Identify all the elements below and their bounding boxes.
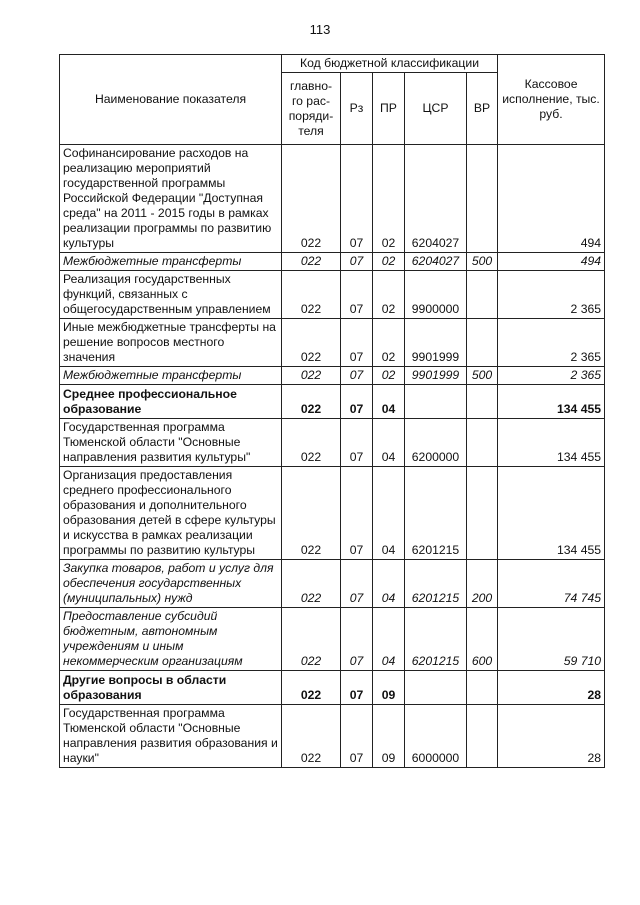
cell-name: Иные межбюджетные трансферты на решение вопросов местного значения: [60, 319, 282, 367]
cell-csr: 9901999: [405, 367, 467, 385]
cell-csr: [405, 671, 467, 705]
cell-name: Государственная программа Тюменской области "Основные направления развития культуры": [60, 419, 282, 467]
cell-rz: 07: [341, 271, 373, 319]
cell-pr: 04: [373, 560, 405, 608]
table-row: [60, 253, 605, 271]
header-csr: ЦСР: [405, 73, 467, 145]
cell-csr: [405, 385, 467, 419]
cell-glavn: 022: [282, 419, 341, 467]
cell-rz: 07: [341, 319, 373, 367]
cell-amount: 74 745: [498, 560, 605, 608]
header-pr: ПР: [373, 73, 405, 145]
cell-name: Межбюджетные трансферты: [60, 367, 282, 385]
table-row: [60, 271, 605, 319]
cell-amount: 134 455: [498, 467, 605, 560]
header-vr: ВР: [467, 73, 498, 145]
cell-amount: 2 365: [498, 367, 605, 385]
cell-amount: 28: [498, 705, 605, 768]
cell-pr: 02: [373, 253, 405, 271]
cell-glavn: 022: [282, 367, 341, 385]
cell-vr: [467, 671, 498, 705]
cell-rz: 07: [341, 560, 373, 608]
cell-vr: 600: [467, 608, 498, 671]
cell-pr: 04: [373, 419, 405, 467]
cell-vr: [467, 467, 498, 560]
cell-vr: [467, 145, 498, 253]
cell-pr: 02: [373, 319, 405, 367]
cell-rz: 07: [341, 705, 373, 768]
cell-rz: 07: [341, 367, 373, 385]
cell-csr: 9900000: [405, 271, 467, 319]
cell-vr: [467, 419, 498, 467]
cell-vr: [467, 319, 498, 367]
cell-name: Государственная программа Тюменской области "Основные направления развития образования и науки": [60, 705, 282, 768]
cell-name: Среднее профессиональное образование: [60, 385, 282, 419]
cell-csr: 6000000: [405, 705, 467, 768]
table-row: [60, 367, 605, 385]
cell-vr: 500: [467, 253, 498, 271]
cell-amount: 494: [498, 253, 605, 271]
cell-csr: 6204027: [405, 253, 467, 271]
table-row: [60, 608, 605, 671]
cell-glavn: 022: [282, 319, 341, 367]
table-row: [60, 385, 605, 419]
page-number: 113: [309, 22, 331, 37]
table-row: [60, 705, 605, 768]
cell-csr: 6201215: [405, 467, 467, 560]
cell-pr: 02: [373, 145, 405, 253]
cell-glavn: 022: [282, 385, 341, 419]
table-row: [60, 419, 605, 467]
cell-rz: 07: [341, 419, 373, 467]
cell-pr: 04: [373, 385, 405, 419]
header-rz: Рз: [341, 73, 373, 145]
cell-csr: 6201215: [405, 560, 467, 608]
cell-amount: 134 455: [498, 419, 605, 467]
cell-pr: 02: [373, 367, 405, 385]
cell-amount: 2 365: [498, 271, 605, 319]
cell-name: Межбюджетные трансферты: [60, 253, 282, 271]
cell-pr: 02: [373, 271, 405, 319]
cell-glavn: 022: [282, 467, 341, 560]
header-amount: Кассовое исполнение, тыс. руб.: [498, 55, 605, 145]
table-row: [60, 145, 605, 253]
cell-name: Софинансирование расходов на реализацию мероприятий государственной программы Российской Федерации "Доступная среда" на 2011 - 2015 годы в рамках реализации программы по развитию культуры: [60, 145, 282, 253]
cell-csr: 6204027: [405, 145, 467, 253]
cell-vr: 500: [467, 367, 498, 385]
cell-amount: 2 365: [498, 319, 605, 367]
cell-csr: 6200000: [405, 419, 467, 467]
cell-glavn: 022: [282, 271, 341, 319]
table-body: [60, 145, 605, 768]
cell-rz: 07: [341, 608, 373, 671]
cell-rz: 07: [341, 253, 373, 271]
cell-name: Предоставление субсидий бюджетным, автономным учреждениям и иным некоммерческим организациям: [60, 608, 282, 671]
cell-pr: 04: [373, 467, 405, 560]
cell-rz: 07: [341, 385, 373, 419]
cell-name: Реализация государственных функций, связанных с общегосударственным управлением: [60, 271, 282, 319]
cell-pr: 04: [373, 608, 405, 671]
budget-table: [59, 54, 605, 768]
cell-rz: 07: [341, 145, 373, 253]
cell-csr: 9901999: [405, 319, 467, 367]
header-name: Наименование показателя: [60, 55, 282, 145]
cell-amount: 59 710: [498, 608, 605, 671]
cell-vr: [467, 271, 498, 319]
header-code-group: Код бюджетной классификации: [282, 55, 498, 73]
cell-glavn: 022: [282, 705, 341, 768]
cell-amount: 28: [498, 671, 605, 705]
header-glavn: главно-го рас-поряди-теля: [282, 73, 341, 145]
cell-name: Организация предоставления среднего профессионального образования и дополнительного образования детей в сфере культуры и искусства в рамках реализации программы по развитию культуры: [60, 467, 282, 560]
cell-glavn: 022: [282, 253, 341, 271]
cell-rz: 07: [341, 467, 373, 560]
cell-rz: 07: [341, 671, 373, 705]
cell-vr: [467, 705, 498, 768]
cell-glavn: 022: [282, 671, 341, 705]
table-row: [60, 560, 605, 608]
cell-pr: 09: [373, 671, 405, 705]
cell-amount: 494: [498, 145, 605, 253]
cell-amount: 134 455: [498, 385, 605, 419]
cell-name: Закупка товаров, работ и услуг для обеспечения государственных (муниципальных) нужд: [60, 560, 282, 608]
cell-pr: 09: [373, 705, 405, 768]
cell-vr: [467, 385, 498, 419]
cell-glavn: 022: [282, 560, 341, 608]
cell-vr: 200: [467, 560, 498, 608]
table-row: [60, 671, 605, 705]
table-row: [60, 467, 605, 560]
cell-glavn: 022: [282, 145, 341, 253]
cell-csr: 6201215: [405, 608, 467, 671]
cell-name: Другие вопросы в области образования: [60, 671, 282, 705]
cell-glavn: 022: [282, 608, 341, 671]
table-row: [60, 319, 605, 367]
